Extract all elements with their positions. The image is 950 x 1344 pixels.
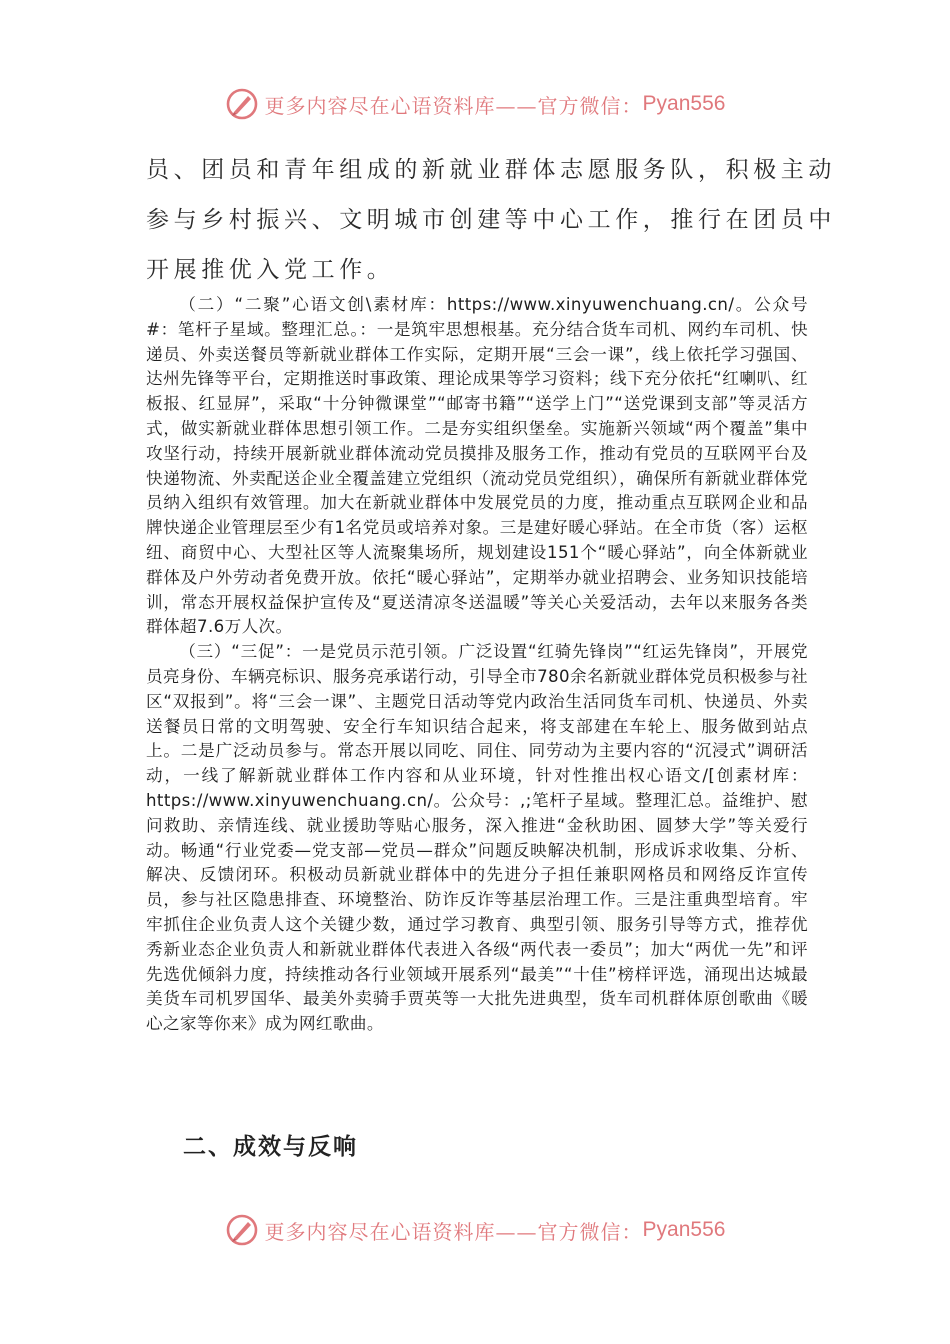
header-banner xyxy=(0,84,950,124)
top-line-3: 开展推优入党工作。 xyxy=(146,257,395,283)
body-text xyxy=(146,293,808,1037)
pen-logo-icon xyxy=(225,87,259,121)
top-line-1: 员、团员和青年组成的新就业群体志愿服务队，积极主动 xyxy=(146,157,836,183)
section-heading: 二、成效与反响 xyxy=(183,1134,358,1160)
footer-banner xyxy=(0,1210,950,1250)
paragraph-three-promote: （三）“三促”：一是党员示范引领。广泛设置“红骑先锋岗”“红运先锋岗”，开展党员亮身份、车辆亮标识、服务亮承诺行动，引导全市780余名新就业群体党员积极参与社区“双报到”。将“三会一课”、主题党日活动等党内政治生活同货车司机、快递员、外卖送餐员日常的文明驾驶、安全行车知识结合起来，将支部建在车轮上、服务做到站点上。二是广泛动员参与。常态开展以同吃、同住、同劳动为主要内容的“沉浸式”调研活动，一线了解新就业群体工作内容和从业环境，针对性推出权心语文/[创素材库：https://www.xinyuwenchuang.cn/。公众号：,;笔杆子星域。整理汇总。益维护、慰问救助、亲情连线、就业援助等贴心服务，深入推进“金秋助困、圆梦大学”等关爱行动。畅通“行业党委—党支部—党员—群众”问题反映解决机制，形成诉求收集、分析、解决、反馈闭环。积极动员新就业群体中的先进分子担任兼职网格员和网络反诈宣传员，参与社区隐患排查、环境整治、防诈反诈等基层治理工作。三是注重典型培育。牢牢抓住企业负责人这个关键少数，通过学习教育、典型引领、服务引导等方式，推荐优秀新业态企业负责人和新就业群体代表进入各级“两代表一委员”；加大“两优一先”和评先选优倾斜力度，持续推动各行业领域开展系列“最美”“十佳”榜样评选，涌现出达城最美货车司机罗国华、最美外卖骑手贾英等一大批先进典型，货车司机群体原创歌曲《暖心之家等你来》成为网红歌曲。 xyxy=(146,642,808,1034)
banner-text: 更多内容尽在心语资料库——官方微信： xyxy=(264,1219,643,1244)
paragraph-two-gather: （二）“二聚”心语文创\素材库：https://www.xinyuwenchuang.cn/。公众号#：笔杆子星域。整理汇总。：一是筑牢思想根基。充分结合货车司机、网约车司机、快递员、外卖送餐员等新就业群体工作实际，定期开展“三会一课”，线上依托学习强国、达州先锋等平台，定期推送时事政策、理论成果等学习资料；线下充分依托“红喇叭、红板报、红显屏”，采取“十分钟微课堂”“邮寄书籍”“送学上门”“送党课到支部”等灵活方式，做实新就业群体思想引领工作。二是夯实组织堡垒。实施新兴领域“两个覆盖”集中攻坚行动，持续开展新就业群体流动党员摸排及服务工作，推动有党员的互联网平台及快递物流、外卖配送企业全覆盖建立党组织（流动党员党组织），确保所有新就业群体党员纳入组织有效管理。加大在新就业群体中发展党员的力度，推动重点互联网企业和品牌快递企业管理层至少有1名党员或培养对象。三是建好暖心驿站。在全市货（客）运枢纽、商贸中心、大型社区等人流聚集场所，规划建设151个“暖心驿站”，向全体新就业群体及户外劳动者免费开放。依托“暖心驿站”，定期举办就业招聘会、业务知识技能培训，常态开展权益保护宣传及“夏送清凉冬送温暖”等关心关爱活动，去年以来服务各类群体超7.6万人次。 xyxy=(146,295,808,637)
pen-logo-icon xyxy=(225,1213,259,1247)
banner-wechat-id: Pyan556 xyxy=(642,1218,726,1241)
top-line-2: 参与乡村振兴、文明城市创建等中心工作，推行在团员中 xyxy=(146,207,836,233)
banner-wechat-id: Pyan556 xyxy=(642,92,726,115)
banner-text: 更多内容尽在心语资料库——官方微信： xyxy=(264,93,643,118)
